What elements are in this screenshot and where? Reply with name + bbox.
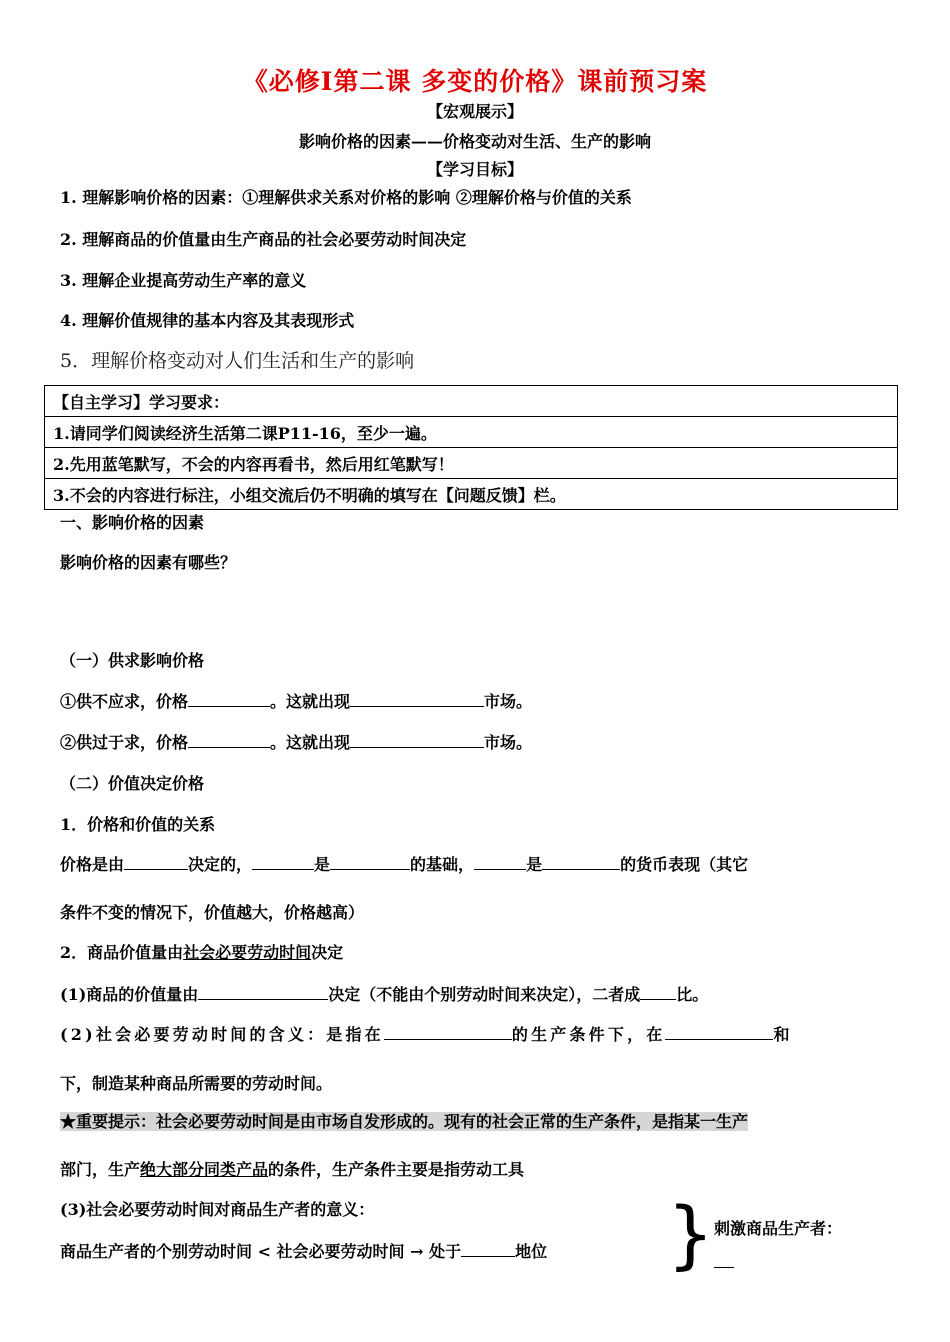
- significance-stimulate: 刺激商品生产者：: [714, 1219, 843, 1238]
- self-study-row-1: 1.请同学们阅读经济生活第二课P11-16，至少一遍。: [45, 417, 898, 448]
- fill-blank[interactable]: [252, 853, 314, 870]
- self-study-table: [44, 385, 898, 510]
- self-study-row-3: 3.不会的内容进行标注，小组交流后仍不明确的填写在【问题反馈】栏。: [45, 479, 898, 510]
- fill-blank[interactable]: [198, 983, 328, 1000]
- goal-item-3: 3. 理解企业提高劳动生产率的意义: [60, 271, 307, 290]
- fill-blank[interactable]: [542, 853, 620, 870]
- fill-blank[interactable]: [350, 731, 484, 748]
- fill-blank[interactable]: [640, 983, 676, 1000]
- fill-blank[interactable]: [461, 1240, 515, 1257]
- goal-item-5: 5．理解价格变动对人们生活和生产的影响: [60, 350, 415, 372]
- fill-blank[interactable]: [330, 853, 410, 870]
- self-study-heading: 【自主学习】学习要求：: [45, 386, 898, 417]
- macro-text: 影响价格的因素——价格变动对生活、生产的影响: [298, 132, 651, 151]
- value-magnitude-item-1: (1)商品的价值量由 决定（不能由个别劳动时间来决定），二者成 比。: [60, 985, 709, 1004]
- important-tip-line-2: 部门，生产绝大部分同类产品的条件，生产条件主要是指劳动工具: [60, 1160, 525, 1179]
- self-study-row-2: 2.先用蓝笔默写，不会的内容再看书，然后用红笔默写！: [45, 448, 898, 479]
- price-value-line-2: 条件不变的情况下，价值越大，价格越高）: [60, 903, 365, 922]
- goals-heading: 【学习目标】: [426, 160, 523, 179]
- fill-blank[interactable]: [124, 853, 188, 870]
- macro-heading: 【宏观展示】: [426, 102, 523, 121]
- value-price-heading: （二）价值决定价格: [60, 774, 205, 793]
- value-magnitude-item-2: (2)社会必要劳动时间的含义：是指在 的生产条件下，在 和: [60, 1025, 793, 1044]
- fill-blank[interactable]: [665, 1023, 773, 1040]
- fill-blank[interactable]: [188, 690, 270, 707]
- fill-blank[interactable]: [714, 1267, 734, 1268]
- right-brace: }: [667, 1192, 715, 1278]
- fill-blank[interactable]: [474, 853, 526, 870]
- price-value-line-1: 价格是由 决定的， 是 的基础， 是 的货币表现（其它: [60, 855, 749, 874]
- fill-blank[interactable]: [188, 731, 270, 748]
- fill-blank[interactable]: [350, 690, 484, 707]
- section1-question: 影响价格的因素有哪些？: [60, 553, 237, 572]
- supply-demand-heading: （一）供求影响价格: [60, 651, 205, 670]
- goal-item-1: 1. 理解影响价格的因素：①理解供求关系对价格的影响 ②理解价格与价值的关系: [60, 188, 632, 207]
- important-tip-line-1: ★重要提示：社会必要劳动时间是由市场自发形成的。现有的社会正常的生产条件，是指某一生产: [60, 1112, 749, 1131]
- value-magnitude-heading: 2．商品价值量由社会必要劳动时间决定: [60, 943, 344, 962]
- goal-item-4: 4. 理解价值规律的基本内容及其表现形式: [60, 311, 355, 330]
- value-magnitude-item-2-cont: 下，制造某种商品所需要的劳动时间。: [60, 1074, 333, 1093]
- supply-excess-line: ②供过于求，价格 。这就出现 市场。: [60, 733, 533, 752]
- significance-line: 商品生产者的个别劳动时间 < 社会必要劳动时间 → 处于 地位: [60, 1242, 548, 1261]
- supply-short-line: ①供不应求，价格 。这就出现 市场。: [60, 692, 533, 711]
- fill-blank[interactable]: [384, 1023, 512, 1040]
- price-value-relation-heading: 1．价格和价值的关系: [60, 815, 216, 834]
- section1-heading: 一、影响价格的因素: [60, 513, 205, 532]
- page-title: 《必修Ⅰ第二课 多变的价格》课前预习案: [242, 67, 708, 96]
- goal-item-2: 2. 理解商品的价值量由生产商品的社会必要劳动时间决定: [60, 230, 467, 249]
- significance-heading: (3)社会必要劳动时间对商品生产者的意义：: [60, 1200, 375, 1219]
